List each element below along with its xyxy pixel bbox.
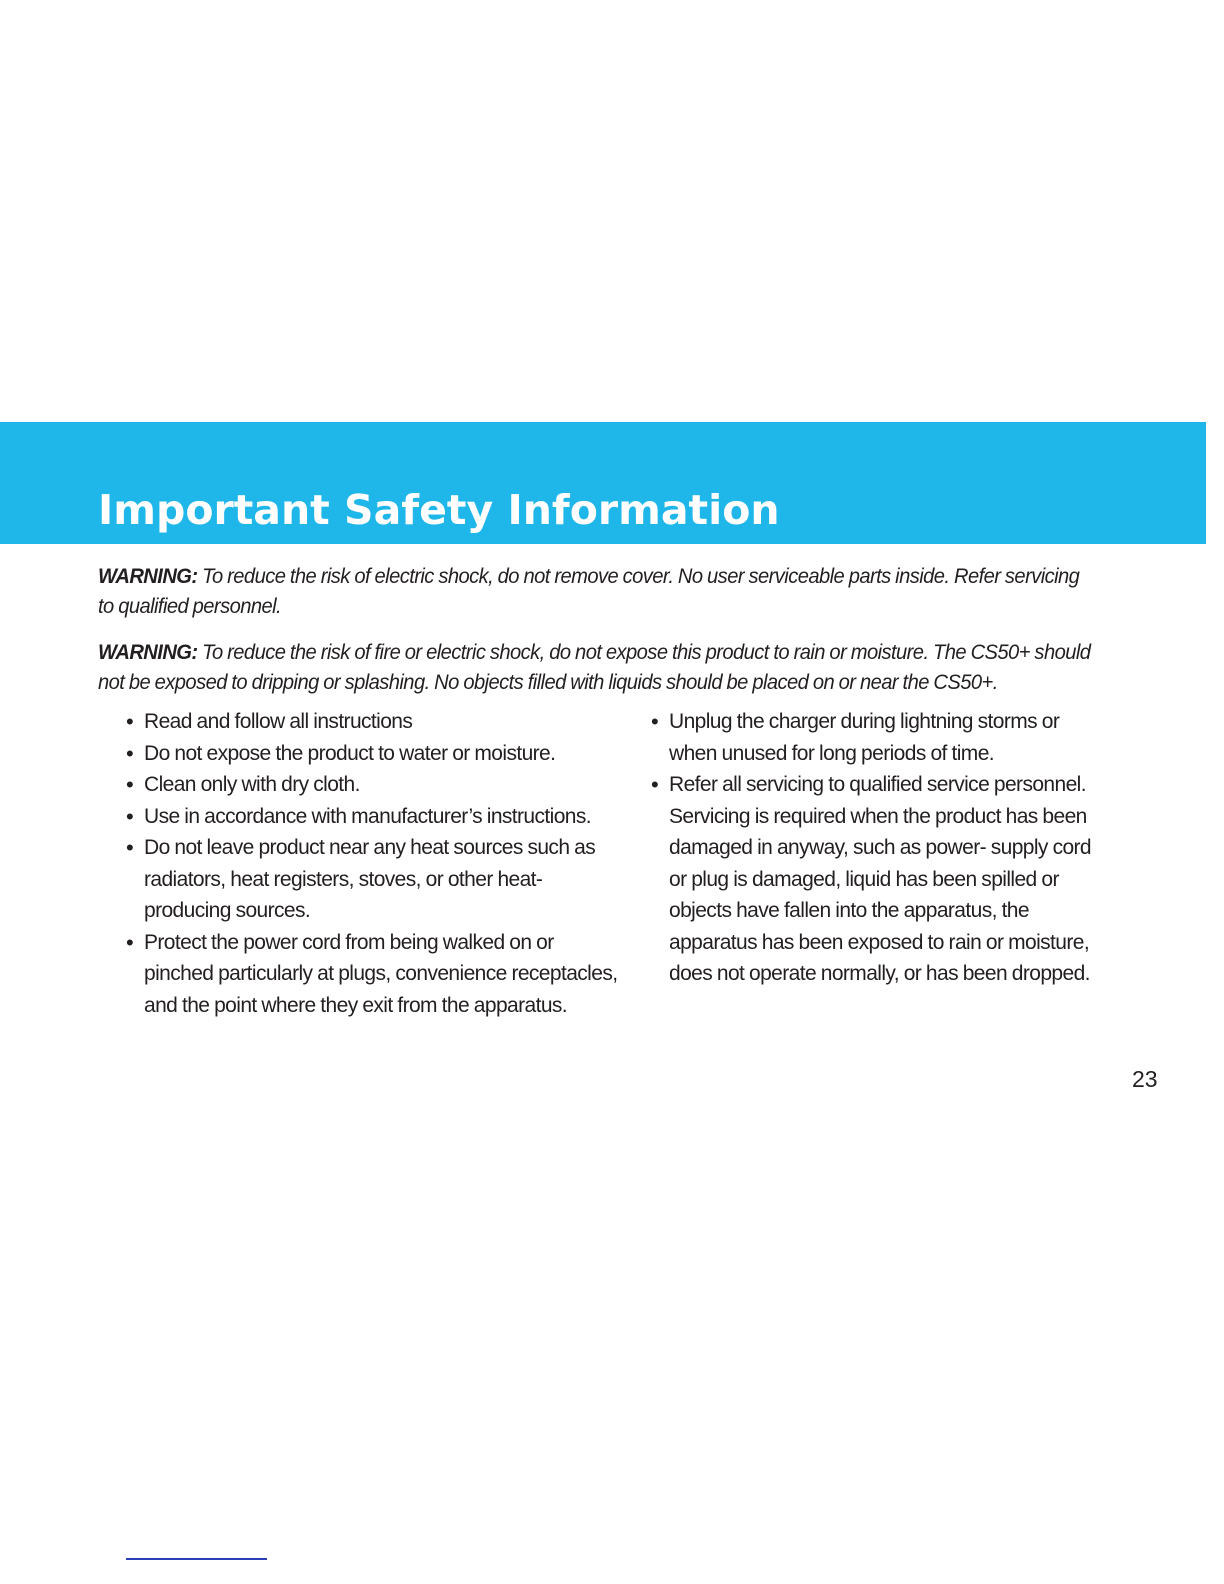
list-item: • Refer all servicing to qualified service personnel. Servicing is required when the product has been damaged in anyway, such as power- supply cord or plug is damaged, liquid has been spilled or objects have fallen into the apparatus, the apparatus has been exposed to rain or moisture, does not operate normally, or has been dropped. xyxy=(651,769,1111,990)
list-item: • Unplug the charger during lightning storms or when unused for long periods of time. xyxy=(651,706,1111,769)
list-item: • Read and follow all instructions xyxy=(126,706,626,738)
list-item: • Do not leave product near any heat sources such as radiators, heat registers, stoves, or other heat-producing sources. xyxy=(126,832,626,927)
instructions-list-right xyxy=(651,706,1111,990)
warning-text: To reduce the risk of fire or electric shock, do not expose this product to rain or moisture. The CS50+ should not be exposed to dripping or splashing. No objects filled with liquids should be placed on or near the CS50+. xyxy=(98,641,1091,694)
warning-text: To reduce the risk of electric shock, do not remove cover. No user serviceable parts inside. Refer servicing to qualified personnel. xyxy=(98,565,1080,618)
list-item: • Do not expose the product to water or moisture. xyxy=(126,738,626,770)
page-number: 23 xyxy=(1132,1066,1158,1092)
list-item: • Clean only with dry cloth. xyxy=(126,769,626,801)
page-title: Important Safety Information xyxy=(98,486,780,534)
instructions-list-left xyxy=(126,706,626,1021)
footer-rule xyxy=(126,1558,267,1560)
warning-label: WARNING: xyxy=(98,641,198,664)
warning-electric-shock xyxy=(98,562,1096,622)
warning-label: WARNING: xyxy=(98,565,198,588)
list-item: • Protect the power cord from being walked on or pinched particularly at plugs, convenience receptacles, and the point where they exit from the apparatus. xyxy=(126,927,626,1022)
warning-fire-moisture xyxy=(98,638,1096,698)
list-item: • Use in accordance with manufacturer’s instructions. xyxy=(126,801,626,833)
